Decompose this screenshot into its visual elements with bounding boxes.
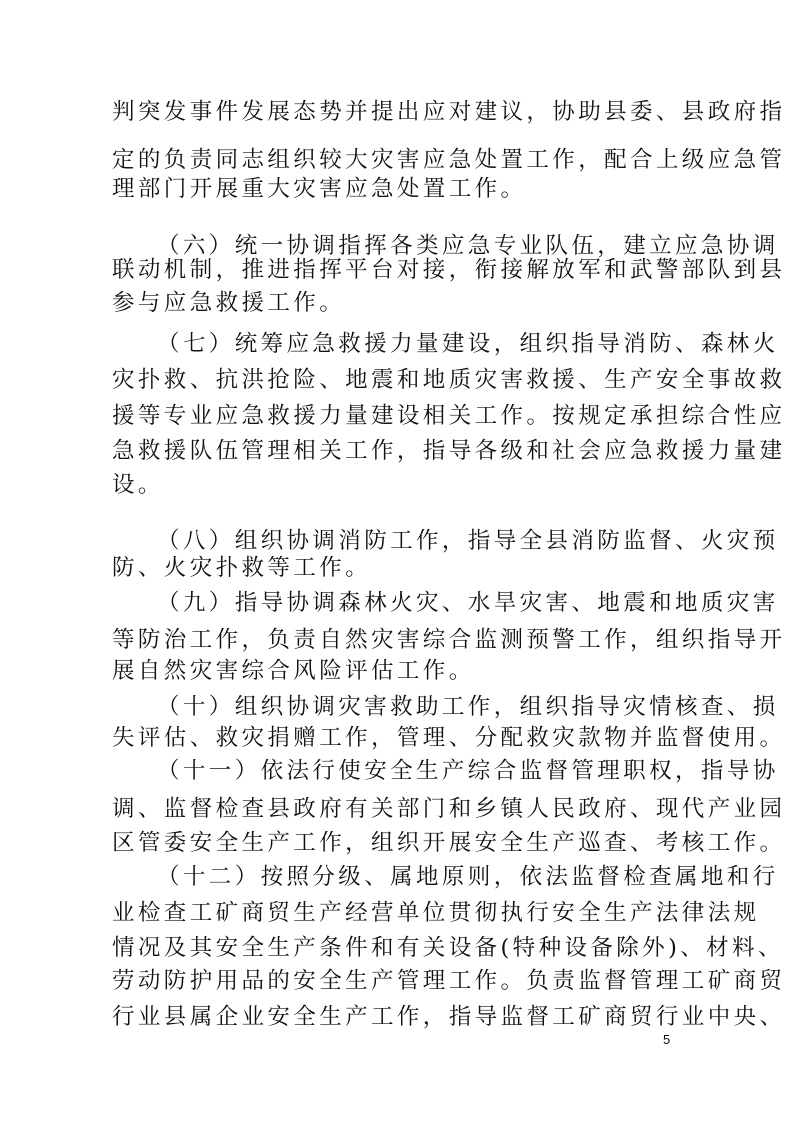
paragraph-7-line-3: 援等专业应急救援力量建设相关工作。按规定承担综合性应: [112, 403, 786, 429]
paragraph-10-line-2: 失评估、救灾捐赠工作，管理、分配救灾款物并监督使用。: [112, 725, 786, 751]
paragraph-8-line-2: 防、火灾扑救等工作。: [112, 555, 372, 581]
paragraph-6-line-3: 参与应急救援工作。: [112, 290, 346, 316]
paragraph-12-line-4: 劳动防护用品的安全生产管理工作。负责监督管理工矿商贸: [112, 968, 786, 994]
paragraph-9-line-3: 展自然灾害综合风险评估工作。: [112, 658, 475, 684]
paragraph-7-line-4: 急救援队伍管理相关工作，指导各级和社会应急救援力量建: [112, 438, 786, 464]
paragraph-7-line-1: （七）统筹应急救援力量建设，组织指导消防、森林火: [157, 331, 779, 357]
paragraph-10-line-1: （十）组织协调灾害救助工作，组织指导灾情核查、损: [157, 694, 779, 720]
text-line-3: 理部门开展重大灾害应急处置工作。: [112, 176, 527, 202]
text-line-1: 判突发事件发展态势并提出应对建议，协助县委、县政府指: [112, 99, 786, 125]
paragraph-9-line-2: 等防治工作，负责自然灾害综合监测预警工作，组织指导开: [112, 627, 786, 653]
paragraph-11-line-3: 区管委安全生产工作，组织开展安全生产巡查、考核工作。: [112, 830, 786, 856]
paragraph-12-line-3: 情况及其安全生产条件和有关设备(特种设备除外)、材料、: [112, 935, 784, 961]
paragraph-8-line-1: （八）组织协调消防工作，指导全县消防监督、火灾预: [157, 528, 779, 554]
paragraph-11-line-2: 调、监督检查县政府有关部门和乡镇人民政府、现代产业园: [112, 796, 786, 822]
paragraph-12-line-2: 业检查工矿商贸生产经营单位贯彻执行安全生产法律法规: [112, 900, 760, 926]
page-number: 5: [663, 1032, 671, 1047]
text-line-2: 定的负责同志组织较大灾害应急处置工作，配合上级应急管: [112, 147, 786, 173]
paragraph-7-line-5: 设。: [112, 472, 164, 498]
paragraph-12-line-5: 行业县属企业安全生产工作，指导监督工矿商贸行业中央、: [112, 1004, 786, 1030]
paragraph-9-line-1: （九）指导协调森林火灾、水旱灾害、地震和地质灾害: [157, 590, 779, 616]
paragraph-6-line-2: 联动机制，推进指挥平台对接，衔接解放军和武警部队到县: [112, 257, 786, 283]
paragraph-6-line-1: （六）统一协调指挥各类应急专业队伍，建立应急协调: [157, 233, 779, 259]
paragraph-11-line-1: （十一）依法行使安全生产综合监督管理职权，指导协: [157, 758, 779, 784]
paragraph-7-line-2: 灾扑救、抗洪抢险、地震和地质灾害救援、生产安全事故救: [112, 367, 786, 393]
paragraph-12-line-1: （十二）按照分级、属地原则，依法监督检查属地和行: [157, 864, 779, 890]
